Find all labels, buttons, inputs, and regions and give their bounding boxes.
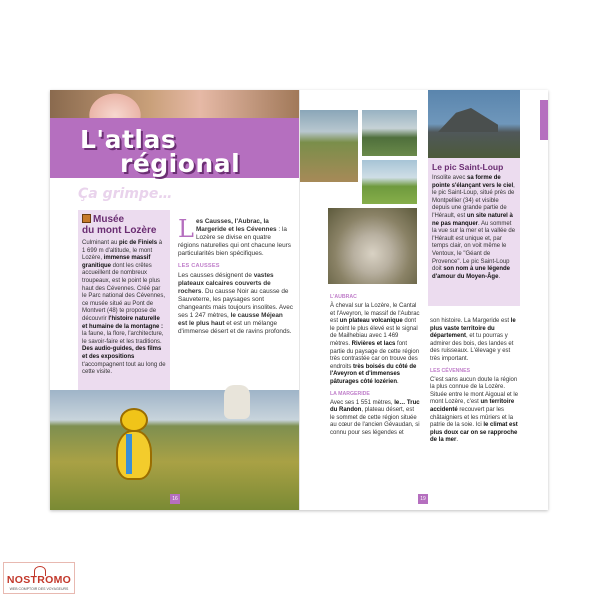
aubrac-photo-2 xyxy=(362,110,417,156)
margeride-cont-text: son histoire. La Margeride est xyxy=(430,318,511,324)
loup-text: , le pic Saint-Loup, situé près de Montpellier (34) et visible depuis une grande partie de l'Hérault, est xyxy=(432,182,515,219)
musee-title xyxy=(82,214,166,236)
margeride-cont-text: , et tu pourras y admirer des bois, des landes et des ruisseaux. L'élevage y est très important. xyxy=(430,333,514,362)
intro-text: : la Lozère se divise en quatre régions naturelles qui ont chacune leurs particularités bien spécifiques. xyxy=(178,226,291,257)
musee-text xyxy=(82,240,166,377)
aubrac-margeride-column xyxy=(330,290,420,438)
musee-text-part: dont les crêtes accueillent de nombreux troupeaux, est le point le plus haut des Cévennes. Créé par le Parc national des Cévennes, ce musée situé au Pont de Montvert (48) te propose de découvrir xyxy=(82,262,166,322)
cevennes-text: . xyxy=(456,437,459,444)
aubrac-photo-3 xyxy=(362,160,417,204)
cevennes-heading: LES CÉVENNES xyxy=(430,367,471,374)
musee-text-part: à 1 699 m d'altitude, le mont Lozère, xyxy=(82,240,163,262)
page-number-left: 16 xyxy=(170,494,180,504)
museum-icon xyxy=(82,214,91,223)
musee-box xyxy=(78,210,170,410)
cevennes-text: recouvert par les châtaigniers et les mûriers et la patrie de la soie. Ici xyxy=(430,406,514,429)
aubrac-bold: Rivières et lacs xyxy=(351,340,396,347)
musee-text-bold: Des audio-guides, des films et des expositions xyxy=(82,346,162,360)
musee-text-bold: l'histoire naturelle et humaine de la montagne : xyxy=(82,315,164,330)
mascot-strap xyxy=(126,434,132,474)
book-spread xyxy=(50,90,548,510)
loup-text: Insolite avec xyxy=(432,175,468,181)
loup-bold: son nom à une légende d'amour du Moyen-Âge xyxy=(432,266,511,280)
margeride-bold: le… Truc du Randon xyxy=(330,399,420,414)
pic-saint-loup-box xyxy=(428,158,520,306)
aubrac-text: font partie du paysage de cette région très contrastée car on trouve des endroits xyxy=(330,340,420,370)
causses-landscape-photo xyxy=(50,390,300,510)
musee-title-line-2: du mont Lozère xyxy=(82,225,157,236)
page-title-line-2: régional xyxy=(120,149,241,178)
causses-paragraph xyxy=(178,272,293,336)
pic-saint-loup-text xyxy=(432,175,516,281)
cevennes-paragraph xyxy=(430,377,520,445)
loup-bold: sa forme de pointe s'élançant vers le ciel xyxy=(432,175,514,189)
margeride-cevennes-column xyxy=(430,318,520,445)
aubrac-bold: un plateau volcanique xyxy=(339,318,403,325)
pic-saint-loup-title: Le pic Saint-Loup xyxy=(432,162,504,172)
musee-text-part: Culminant au xyxy=(82,240,120,246)
cevennes-bold: un territoire accidenté xyxy=(430,399,515,413)
nostromo-logo[interactable] xyxy=(3,562,75,594)
aubrac-text: dont le point le plus élevé est le signal de Mailhebiau avec 1 469 mètres. xyxy=(330,318,418,347)
margeride-text: , plateau désert, est le sommet de cette région située au cœur de l'ancien Gévaudan, si connu pour ses légendes et xyxy=(330,407,420,436)
causses-text: Les causses désignent de xyxy=(178,272,254,279)
aubrac-bold: très boisés du côté de l'Aveyron et d'immenses pâturages côté lozérien xyxy=(330,363,417,385)
margeride-cont-bold: le plus vaste territoire du département xyxy=(430,318,516,340)
aubrac-heading: L'AUBRAC xyxy=(330,294,357,300)
causses-text: et est un mélange d'immense désert et de ravins profonds. xyxy=(178,320,292,335)
mascot-body xyxy=(116,430,152,480)
section-eyebrow: Ça grimpe… xyxy=(78,186,173,202)
intro-column xyxy=(178,215,293,336)
aubrac-photo-1 xyxy=(300,110,358,182)
brand-name: NOSTROMO xyxy=(6,574,72,586)
causses-text: . Du causse Noir au causse de Sauveterre, les paysages sont changeants mais toujours insolites. Avec ses 1 247 mètres, xyxy=(178,288,293,319)
cevennes-text: C'est sans aucun doute la région la plus connue de la Lozère. Située entre le mont Aigoual et le mont Lozère, c'est xyxy=(430,376,519,406)
loup-bold: un site naturel à ne pas manquer xyxy=(432,212,513,227)
musee-text-bold: immense massif granitique xyxy=(82,255,151,269)
loup-text: . xyxy=(498,273,501,280)
page-title-line-1: L'atlas xyxy=(80,125,177,154)
musee-title-line-1: Musée xyxy=(93,214,125,225)
musee-text-part: t'accompagnent tout au long de cette visite. xyxy=(82,361,166,376)
margeride-paragraph xyxy=(330,400,420,438)
page-tab-marker xyxy=(540,100,548,140)
margeride-text: Avec ses 1 551 mètres, xyxy=(330,399,395,406)
causses-bold: le causse Méjean est le plus haut xyxy=(178,312,283,327)
margeride-continued-paragraph xyxy=(430,318,520,364)
aubrac-text: À cheval sur la Lozère, le Cantal et l'Aveyron, le massif de l'Aubrac est xyxy=(330,303,420,325)
loup-text: . Au sommet la vue sur la mer et la vallée de l'Hérault est unique et, par temps clair, on voit même le Ventoux, le "Géant de Provence". Le pic Saint-Loup doit xyxy=(432,220,516,273)
right-page xyxy=(300,90,548,510)
globe-icon xyxy=(34,566,46,576)
musee-text-bold: pic de Finiels xyxy=(119,240,158,246)
aubrac-text: . xyxy=(397,378,399,385)
aubrac-paragraph xyxy=(330,303,420,387)
brand-tagline: WEB COMPTOIR DES VOYAGEURS xyxy=(9,587,69,591)
causses-heading: LES CAUSSES xyxy=(178,263,220,269)
dropcap: L xyxy=(178,215,194,243)
margeride-heading: LA MARGERIDE xyxy=(330,390,370,397)
page-number-right: 19 xyxy=(418,494,428,504)
village-photo xyxy=(328,208,417,284)
cevennes-bold: le climat est plus doux car on se rapproche de la mer xyxy=(430,422,518,444)
musee-text-part: la faune, la flore, l'architecture, le savoir-faire et les traditions. xyxy=(82,331,164,345)
intro-bold: es Causses, l'Aubrac, la Margeride et les Cévennes xyxy=(195,218,277,233)
intro-paragraph xyxy=(178,215,293,258)
left-page xyxy=(50,90,300,510)
mascot-head xyxy=(120,408,148,432)
giraffe-mascot xyxy=(112,408,154,488)
cow-illustration xyxy=(224,385,250,419)
causses-bold: vastes plateaux calcaires couverts de rochers xyxy=(178,272,274,295)
